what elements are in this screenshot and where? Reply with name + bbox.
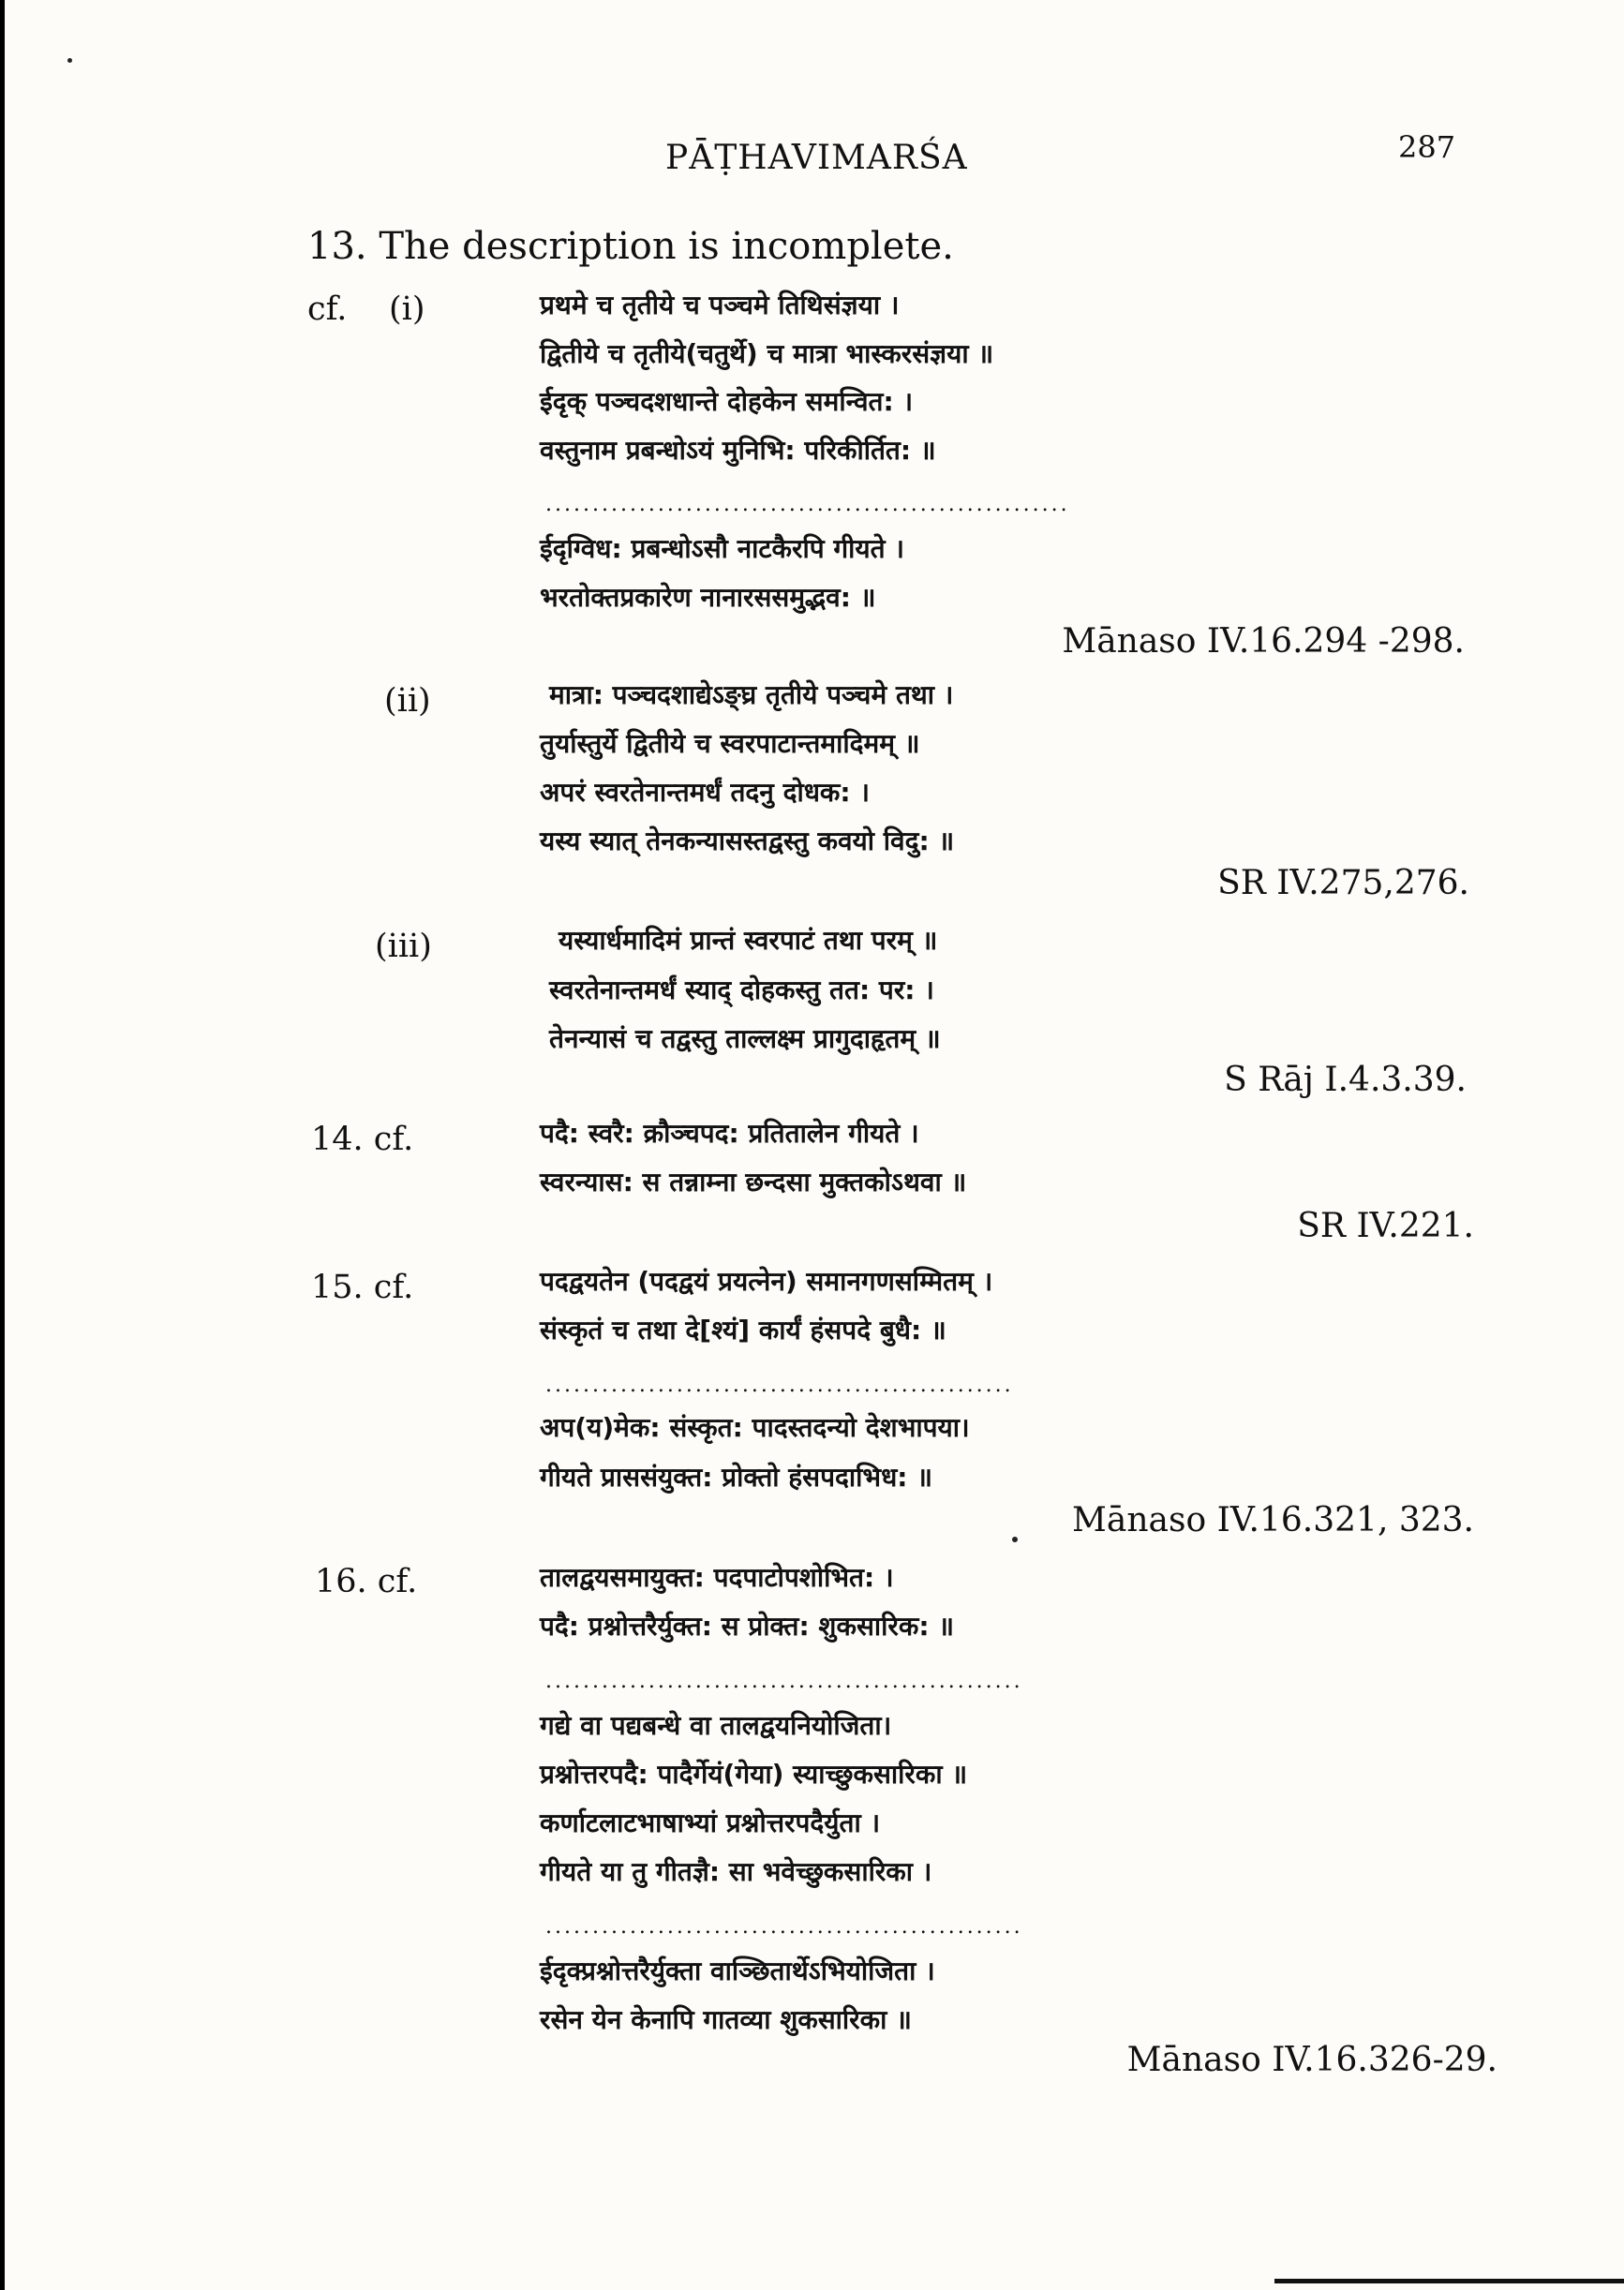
note-14-label: 14. cf. [311, 1121, 414, 1158]
verse-line: स्वरन्यास: स तन्नाम्ना छन्दसा मुक्तकोऽथवा ॥ [540, 1167, 967, 1197]
scan-speck [1012, 1537, 1018, 1542]
verse-line: पदै: स्वरै: क्रौञ्चपद: प्रतितालेन गीयते । [540, 1118, 919, 1149]
verse-line: द्वितीये च तृतीये(चतुर्थे) च मात्रा भास्करसंज्ञया ॥ [540, 338, 994, 369]
running-title: PĀṬHAVIMARŚA [665, 139, 968, 177]
verse-line: यस्यार्धमादिमं प्रान्तं स्वरपाटं तथा परम् ॥ [559, 925, 938, 956]
note-13-heading: 13. The description is incomplete. [307, 225, 954, 268]
page-spine-shadow [0, 0, 5, 2290]
note-13-cf-label: cf. [307, 290, 348, 328]
verse-line: ईदृग्विध: प्रबन्धोऽसौ नाटकैरपि गीयते । [540, 533, 904, 564]
ellipsis-separator: .................................................. [545, 1374, 1014, 1397]
verse-line: प्रश्नोत्तरपदै: पादैर्गेयं(गेया) स्याच्छुकसारिका ॥ [540, 1759, 968, 1790]
verse-line: मात्रा: पञ्चदशाद्येऽङ्घ्र तृतीये पञ्चमे तथा । [549, 679, 954, 710]
verse-line: संस्कृतं च तथा दे[श्यं] कार्यं हंसपदे बुधै: ॥ [540, 1315, 946, 1346]
citation: SR IV.221. [1297, 1207, 1474, 1245]
verse-line: पदद्वयतेन (पदद्वयं प्रयत्नेन) समानगणसम्मितम् । [540, 1266, 993, 1297]
citation: SR IV.275,276. [1217, 864, 1469, 902]
verse-line: गीयते प्राससंयुक्त: प्रोक्तो हंसपदाभिध: ॥ [540, 1462, 933, 1493]
page-number: 287 [1398, 129, 1456, 165]
verse-line: स्वरतेनान्तमर्धं स्याद् दोहकस्तु तत: पर: । [549, 974, 934, 1005]
citation: Mānaso IV.16.326-29. [1126, 2041, 1497, 2079]
note-16-label: 16. cf. [315, 1563, 418, 1600]
verse-line: गद्ये वा पद्यबन्धे वा तालद्वयनियोजिता। [540, 1710, 892, 1741]
verse-line: रसेन येन केनापि गातव्या शुकसारिका ॥ [540, 2004, 912, 2035]
ellipsis-separator: ................................................... [545, 1915, 1023, 1939]
citation: S Rāj I.4.3.39. [1224, 1061, 1467, 1099]
verse-line: गीयते या तु गीतज्ञै: सा भवेच्छुकसारिका । [540, 1856, 932, 1887]
verse-line: तालद्वयसमायुक्त: पदपाटोपशोभित: । [540, 1562, 894, 1593]
verse-line: भरतोक्तप्रकारेण नानारससमुद्भव: ॥ [540, 582, 876, 613]
verse-line: प्रथमे च तृतीये च पञ्चमे तिथिसंज्ञया । [540, 290, 900, 320]
verse-line: तेनन्यासं च तद्वस्तु ताल्लक्ष्म प्रागुदाहृतम् ॥ [549, 1023, 941, 1054]
ellipsis-separator: ........................................................ [545, 493, 1070, 516]
citation: Mānaso IV.16.321, 323. [1072, 1501, 1474, 1539]
verse-line: ईदृक्प्रश्नोत्तरैर्युक्ता वाञ्छितार्थेऽभियोजिता । [540, 1955, 935, 1986]
verse-line: अप(य)मेक: संस्कृत: पादस्तदन्यो देशभापया। [540, 1412, 970, 1443]
group-label-i: (i) [389, 290, 425, 328]
verse-line: अपरं स्वरतेनान्तमर्धं तदनु दोधक: । [540, 777, 870, 808]
group-label-iii: (iii) [375, 928, 432, 965]
scan-speck [67, 58, 72, 63]
bottom-rule [1274, 2279, 1624, 2283]
group-label-ii: (ii) [384, 682, 431, 720]
verse-line: यस्य स्यात् तेनकन्यासस्तद्वस्तु कवयो विदु: ॥ [540, 825, 955, 856]
note-15-label: 15. cf. [311, 1269, 414, 1306]
citation: Mānaso IV.16.294 -298. [1062, 622, 1465, 661]
verse-line: पदै: प्रश्नोत्तरैर्युक्त: स प्रोक्त: शुकसारिक: ॥ [540, 1611, 955, 1642]
verse-line: ईदृक् पञ्चदशधान्ते दोहकेन समन्वित: । [540, 386, 914, 417]
verse-line: कर्णाटलाटभाषाभ्यां प्रश्नोत्तरपदैर्युता । [540, 1807, 881, 1838]
ellipsis-separator: ................................................... [545, 1670, 1023, 1693]
verse-line: वस्तुनाम प्रबन्धोऽयं मुनिभि: परिकीर्तित: ॥ [540, 435, 936, 466]
verse-line: तुर्यास्तुर्ये द्वितीये च स्वरपाटान्तमादिमम् ॥ [540, 728, 920, 759]
